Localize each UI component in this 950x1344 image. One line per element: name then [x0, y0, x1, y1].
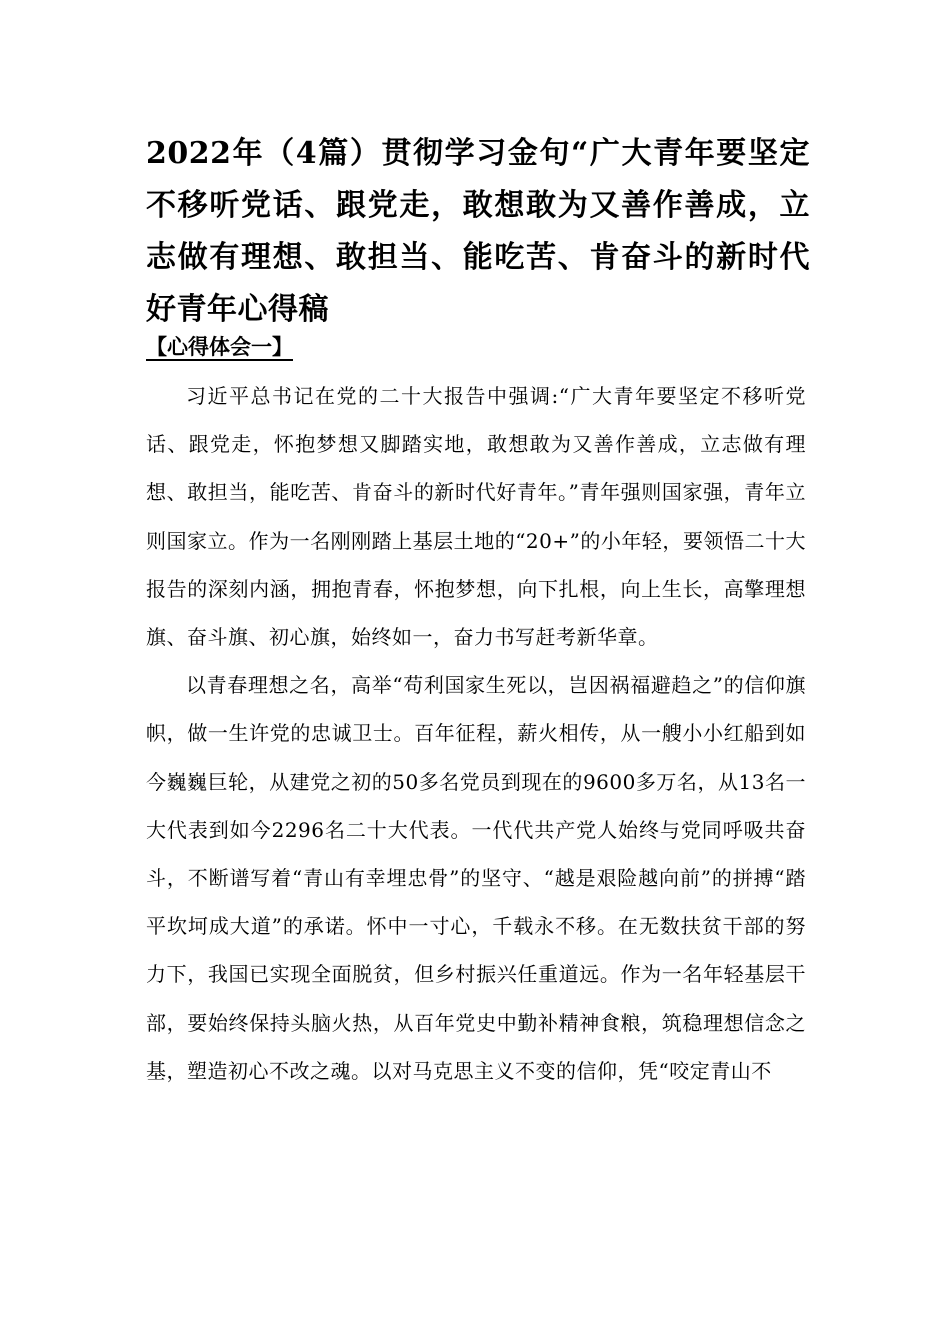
- document-body: [146, 372, 806, 1095]
- paragraph-2: 以青春理想之名，高举“苟利国家生死以，岂因祸福避趋之”的信仰旗帜，做一生许党的忠诚卫士。百年征程，薪火相传，从一艘小小红船到如今巍巍巨轮，从建党之初的50多名党员到现在的9600多万名，从13名一大代表到如今2296名二十大代表。一代代共产党人始终与党同呼吸共奋斗，不断谱写着“青山有幸埋忠骨”的坚守、“越是艰险越向前”的拼搏“踏平坎坷成大道”的承诺。怀中一寸心，千载永不移。在无数扶贫干部的努力下，我国已实现全面脱贫，但乡村振兴任重道远。作为一名年轻基层干部，要始终保持头脑火热，从百年党史中勤补精神食粮，筑稳理想信念之基，塑造初心不改之魂。以对马克思主义不变的信仰，凭“咬定青山不: [146, 673, 806, 1083]
- section-heading: 【心得体会一】: [146, 334, 293, 359]
- document-title: 2022年（4篇）贯彻学习金句“广大青年要坚定不移听党话、跟党走，敢想敢为又善作善成，立志做有理想、敢担当、能吃苦、肯奋斗的新时代好青年心得稿: [146, 136, 810, 327]
- paragraph-1: 习近平总书记在党的二十大报告中强调:“广大青年要坚定不移听党话、跟党走，怀抱梦想又脚踏实地，敢想敢为又善作善成，立志做有理想、敢担当，能吃苦、肯奋斗的新时代好青年。”青年强则国家强，青年立则国家立。作为一名刚刚踏上基层土地的“20+”的小年轻，要领悟二十大报告的深刻内涵，拥抱青春，怀抱梦想，向下扎根，向上生长，高擎理想旗、奋斗旗、初心旗，始终如一，奋力书写赶考新华章。: [146, 384, 806, 650]
